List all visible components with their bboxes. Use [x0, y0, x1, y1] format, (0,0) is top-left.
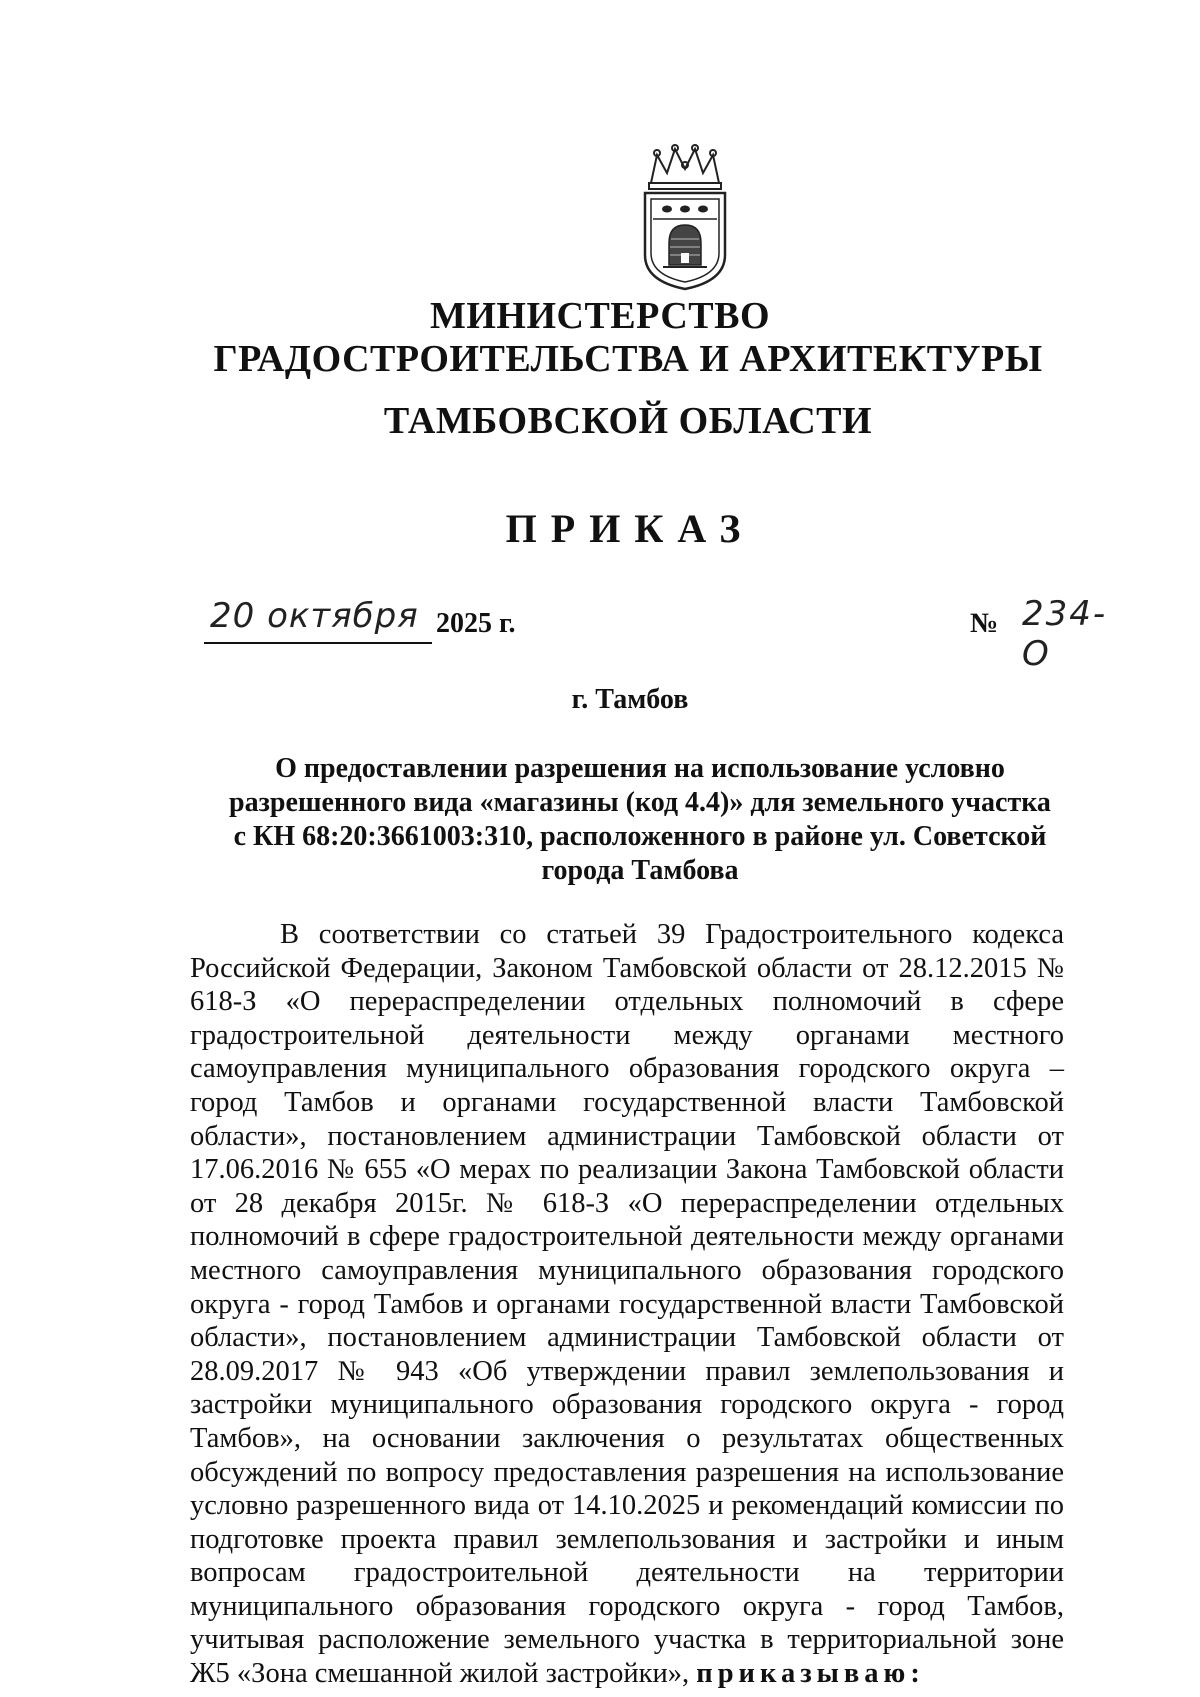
order-word: приказываю: — [696, 1658, 925, 1690]
date-underline — [204, 642, 432, 644]
order-subject: О предоставлении разрешения на использование условно разрешенного вида «магазины (код 4.4)» для земельного участка с КН 68:20:3661003:310, расположенного в районе ул. Советской города Тамбова — [229, 753, 1051, 886]
ministry-name-line3: ТАМБОВСКОЙ ОБЛАСТИ — [383, 400, 873, 442]
tambov-coat-of-arms-icon — [637, 143, 733, 293]
document-type-title: ПРИКАЗ — [505, 506, 755, 551]
ministry-name-line1: МИНИСТЕРСТВО — [429, 295, 771, 337]
ministry-name-line2: ГРАДОСТРОИТЕЛЬСТВА И АРХИТЕКТУРЫ — [213, 338, 1043, 380]
city-label: г. Тамбов — [571, 684, 689, 715]
handwritten-number: 234-О — [1022, 594, 1108, 674]
body-text: В соответствии со статьей 39 Градостроительного кодекса Российской Федерации, Законом Тамбовской области от 28.12.2015 № 618-З «О перераспределении отдельных полномочий в сфере градостроительной деятельности между органами местного самоуправления муниципального образования городского округа – город Тамбов и органами государственной власти Тамбовской области», постановлением администрации Тамбовской области от 17.06.2016 № 655 «О мерах по реализации Закона Тамбовской области от 28 декабря 2015г. № 618-З «О перераспределении отдельных полномочий в сфере градостроительной деятельности между органами местного самоуправления муниципального образования городского округа - город Тамбов и органами государственной власти Тамбовской области», постановлением администрации Тамбовской области от 28.09.2017 № 943 «Об утверждении правил землепользования и застройки муниципального образования городского округа - город Тамбов», на основании заключения о результатах общественных обсуждений по вопросу предоставления разрешения на использование условно разрешенного вида от 14.10.2025 и рекомендаций комиссии по подготовке проекта правил землепользования и застройки и иным вопросам градостроительной деятельности на территории муниципального образования городского округа - город Тамбов, учитывая расположение земельного участка в территориальной зоне Ж5 «Зона смешанной жилой застройки», — [190, 919, 1064, 1690]
number-sign: № — [970, 608, 999, 639]
date-year: 2025 г. — [436, 608, 516, 639]
handwritten-date: 20 октября — [210, 596, 419, 636]
date-number-line — [190, 594, 1108, 674]
order-body — [190, 918, 1064, 1691]
